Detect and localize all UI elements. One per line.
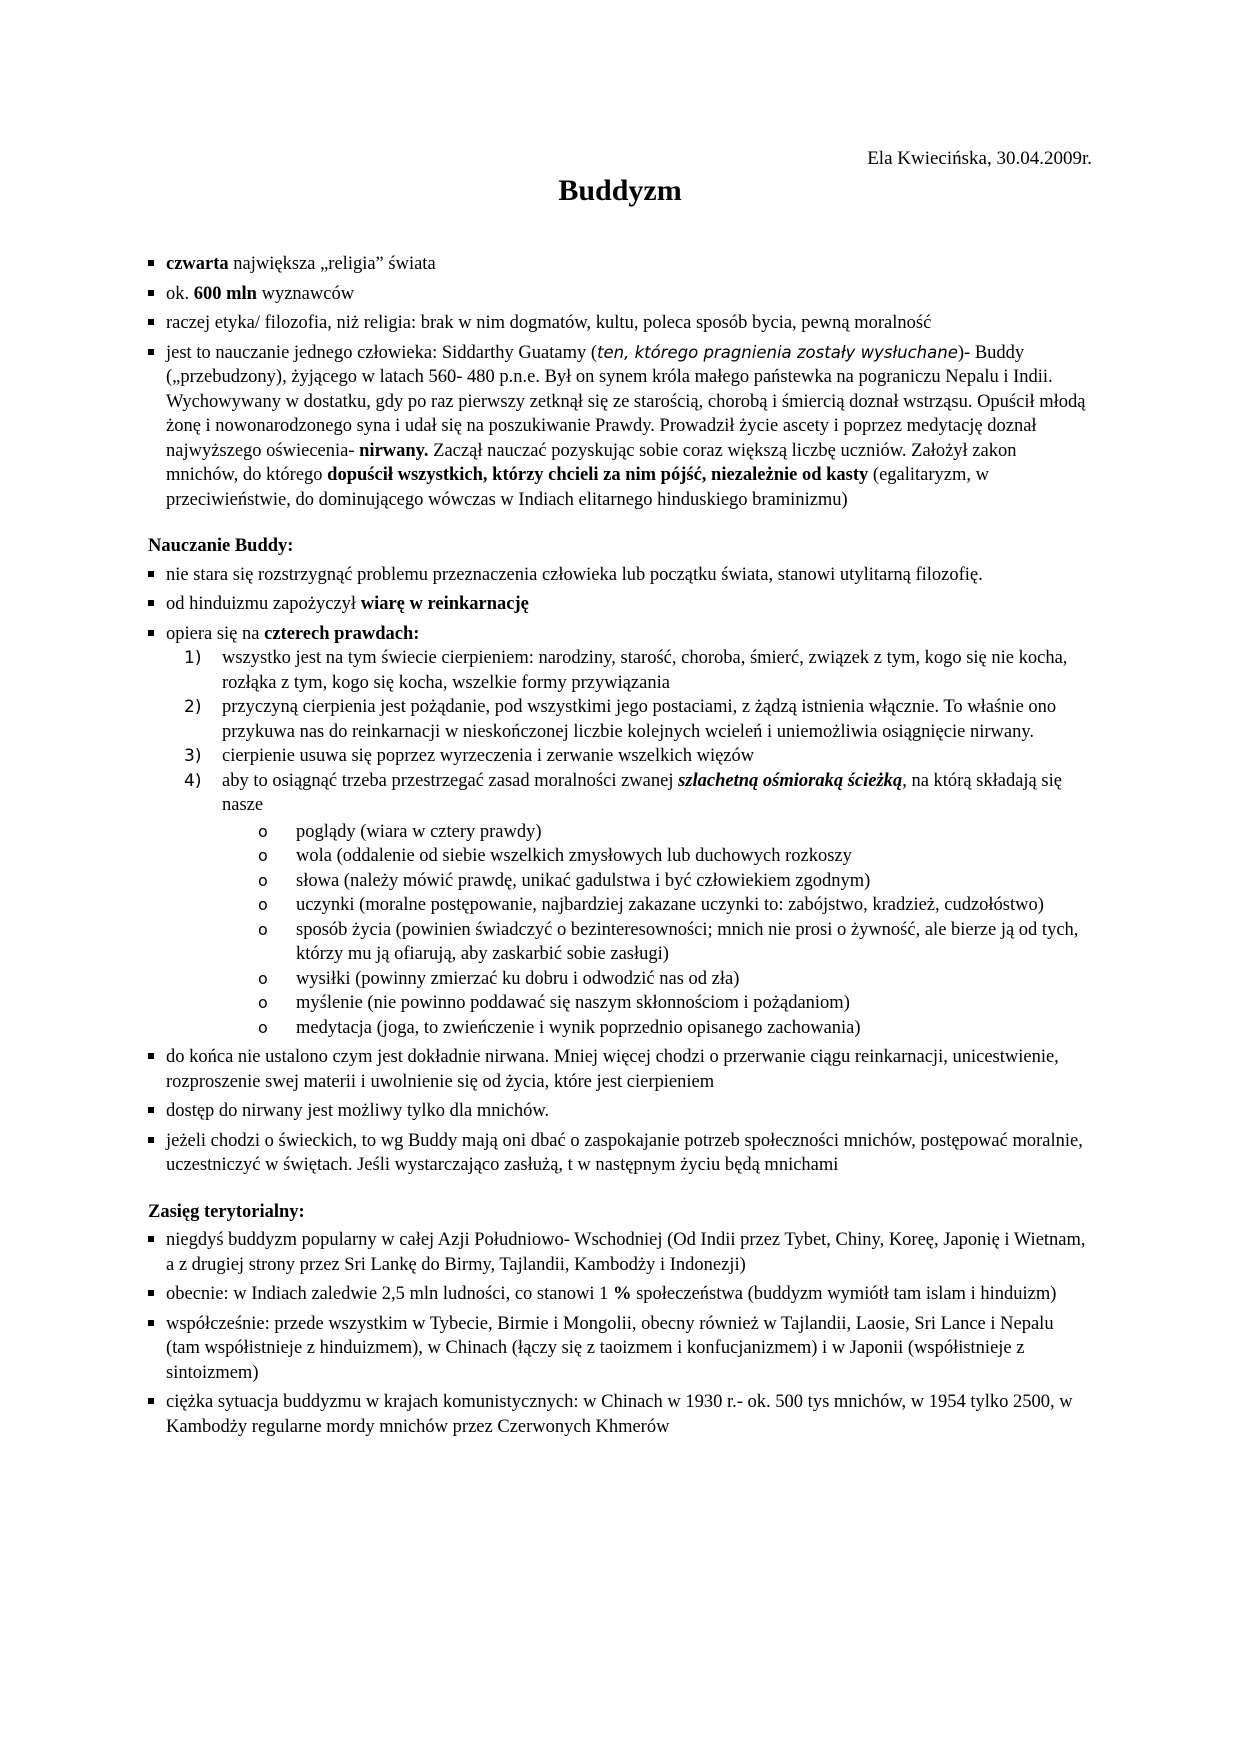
list-item: niegdyś buddyzm popularny w całej Azji Południowo- Wschodniej (Od Indii przez Tybet, Chiny, Koreę, Japonię i Wietnam, a z drugiej strony przez Sri Lankę do Birmy, Tajlandii, Kambodży i Indonezji) bbox=[148, 1228, 1092, 1277]
intro-list bbox=[148, 252, 1092, 512]
four-truths-list bbox=[148, 646, 1092, 818]
path-item: o myślenie (nie powinno poddawać się naszym skłonnościom i pożądaniom) bbox=[222, 991, 1092, 1016]
list-item: ciężka sytuacja buddyzmu w krajach komunistycznych: w Chinach w 1930 r.- ok. 500 tys mnichów, w 1954 tylko 2500, w Kambodży regularne mordy mnichów przez Czerwonych Khmerów bbox=[148, 1390, 1092, 1439]
list-item: nie stara się rozstrzygnąć problemu przeznaczenia człowieka lub początku świata, stanowi utylitarną filozofię. bbox=[148, 563, 1092, 588]
truth-item: 2) przyczyną cierpienia jest pożądanie, pod wszystkimi jego postaciami, z żądzą istnienia włącznie. To właśnie ono przykuwa nas do reinkarnacji w nieskończonej liczbie kolejnych wcieleń i uniemożliwia osiągnięcie nirwany. bbox=[184, 697, 1057, 742]
list-item: jest to nauczanie jednego człowieka: Siddarthy Guatamy (ten, którego pragnienia zostały wysłuchane)- Buddy („przebudzony), żyjącego w latach 560- 480 p.n.e. Był on synem króla małego państewka na pograniczu Nepalu i Indii. Wychowywany w dostatku, gdy po raz pierwszy zetknął się ze starością, chorobą i śmiercią doznał wstrząsu. Opuścił młodą żonę i nowonarodzonego syna i udał się na poszukiwanie Prawdy. Prowadził życie ascety i poprzez medytację doznał najwyższego oświecenia- nirwany. Zaczął nauczać pozyskując sobie coraz większą liczbę uczniów. Założył zakon mnichów, do którego dopuścił wszystkich, którzy chcieli za nim pójść, niezależnie od kasty (egalitaryzm, w przeciwieństwie, do dominującego wówczas w Indiach elitarnego hinduskiego braminizmu) bbox=[148, 341, 1092, 513]
path-item: o uczynki (moralne postępowanie, najbardziej zakazane uczynki to: zabójstwo, kradzież, cudzołóstwo) bbox=[222, 893, 1092, 918]
teaching-list bbox=[148, 563, 1092, 1178]
list-item: obecnie: w Indiach zaledwie 2,5 mln ludności, co stanowi 1 % społeczeństwa (buddyzm wymiótł tam islam i hinduizm) bbox=[148, 1282, 1092, 1307]
list-item: współcześnie: przede wszystkim w Tybecie, Birmie i Mongolii, obecny również w Tajlandii, Laosie, Sri Lance i Nepalu (tam współistnieje z hinduizmem), w Chinach (łączy się z taoizmem i konfucjanizmem) i w Japonii (współistnieje z sintoizmem) bbox=[148, 1312, 1092, 1386]
truth-item: 3) cierpienie usuwa się poprzez wyrzeczenia i zerwanie wszelkich więzów bbox=[184, 746, 755, 766]
path-item: o wysiłki (powinny zmierzać ku dobru i odwodzić nas od zła) bbox=[222, 967, 1092, 992]
territory-list bbox=[148, 1228, 1092, 1439]
truth-item: 1) wszystko jest na tym świecie cierpieniem: narodziny, starość, choroba, śmierć, związek z tym, kogo się nie kocha, rozłąka z tym, kogo się kocha, wszelkie formy przywiązania bbox=[184, 648, 1068, 693]
list-item: ok. 600 mln wyznawców bbox=[148, 282, 1092, 307]
list-item: jeżeli chodzi o świeckich, to wg Buddy mają oni dbać o zaspokajanie potrzeb społeczności mnichów, postępować moralnie, uczestniczyć w świętach. Jeśli wystarczająco zasłużą, t w następnym życiu będą mnichami bbox=[148, 1129, 1092, 1178]
section-heading-territory: Zasięg terytorialny: bbox=[148, 1201, 305, 1222]
list-item: raczej etyka/ filozofia, niż religia: brak w nim dogmatów, kultu, poleca sposób bycia, pewną moralność bbox=[148, 311, 1092, 336]
list-item: czwarta największa „religia” świata bbox=[148, 252, 1092, 277]
section-heading-teaching: Nauczanie Buddy: bbox=[148, 536, 294, 556]
list-item: od hinduizmu zapożyczył wiarę w reinkarnację bbox=[148, 592, 1092, 617]
list-item: do końca nie ustalono czym jest dokładnie nirwana. Mniej więcej chodzi o przerwanie ciągu reinkarnacji, unicestwienie, rozproszenie swej materii i uwolnienie się od życia, które jest cierpieniem bbox=[148, 1045, 1092, 1094]
list-item: dostęp do nirwany jest możliwy tylko dla mnichów. bbox=[148, 1099, 1092, 1124]
path-item: o sposób życia (powinien świadczyć o bezinteresowności; mnich nie prosi o żywność, ale bierze ją od tych, którzy mu ją ofiarują, aby zaskarbić sobie zasługi) bbox=[222, 918, 1092, 967]
author-date: Ela Kwiecińska, 30.04.2009r. bbox=[867, 148, 1092, 169]
path-item: o wola (oddalenie od siebie wszelkich zmysłowych lub duchowych rozkoszy bbox=[222, 844, 1092, 869]
path-item: o poglądy (wiara w cztery prawdy) bbox=[222, 820, 1092, 845]
path-item: o słowa (należy mówić prawdę, unikać gadulstwa i być człowiekiem zgodnym) bbox=[222, 869, 1092, 894]
path-item: o medytacja (joga, to zwieńczenie i wynik poprzednio opisanego zachowania) bbox=[222, 1016, 1092, 1041]
document-body bbox=[148, 252, 1092, 1444]
page-title: Buddyzm bbox=[558, 174, 682, 207]
eightfold-path-list bbox=[148, 820, 1092, 1041]
truth-item: 4) aby to osiągnąć trzeba przestrzegać zasad moralności zwanej szlachetną ośmioraką ścieżką, na którą składają się nasze bbox=[184, 770, 1062, 815]
list-item: opiera się na czterech prawdach: 1) wszystko jest na tym świecie cierpieniem: narodziny, starość, choroba, śmierć, związek z tym, kogo się nie kocha, rozłąka z tym, kogo się kocha, wszelkie formy przywiązania 2) przyczyną cierpienia jest pożądanie, pod wszystkimi jego postaciami, z żądzą istnienia włącznie. To właśnie ono przykuwa nas do reinkarnacji w nieskończonej liczbie kolejnych wcieleń i uniemożliwia osiągnięcie nirwany. 3) cierpienie usuwa się poprzez wyrzeczenia i zerwanie wszelkich więzów 4) aby to osiągnąć trzeba przestrzegać zasad moralności zwanej szlachetną ośmioraką ścieżką, na którą składają się nasze o poglądy (wiara w cztery prawdy) o wola (oddalenie od siebie wszelkich zmysłowych lub duchowych rozkoszy o słowa (należy mówić prawdę, unikać gadulstwa i być człowiekiem zgodnym) o uczynki (moralne postępowanie, najbardziej zakazane uczynki to: zabójstwo, kradzież, cudzołóstwo) o sposób życia (powinien świadczyć o bezinteresowności; mnich nie prosi o żywność, ale bierze ją od tych, którzy mu ją ofiarują, aby zaskarbić sobie zasługi) o wysiłki (powinny zmierzać ku dobru i odwodzić nas od zła) o myślenie (nie powinno poddawać się naszym skłonnościom i pożądaniom) o medytacja (joga, to zwieńczenie i wynik poprzednio opisanego zachowania) bbox=[148, 622, 1092, 1041]
